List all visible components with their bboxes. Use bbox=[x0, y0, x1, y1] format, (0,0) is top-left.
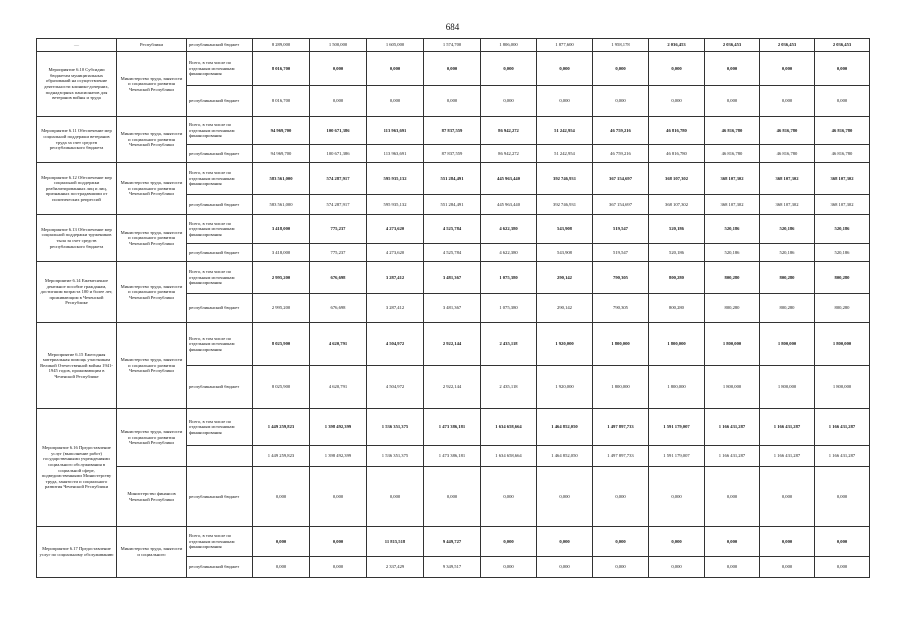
value-cell: 0,000 bbox=[424, 467, 481, 527]
value-cell: 800,280 bbox=[760, 262, 815, 294]
value-cell: 4 504,972 bbox=[367, 323, 424, 366]
value-cell: 4 273,620 bbox=[367, 244, 424, 262]
responsible-cell-secondary: Министерство финансов Чеченской Республики bbox=[117, 467, 187, 527]
table-row bbox=[37, 117, 870, 145]
value-cell: 2 922,144 bbox=[424, 323, 481, 366]
value-cell: 46 816,780 bbox=[815, 145, 870, 163]
value-cell: 0,000 bbox=[537, 86, 593, 117]
value-cell: 0,000 bbox=[481, 527, 537, 557]
value-cell: 1 634 658,664 bbox=[481, 409, 537, 446]
value-cell: 46 759,216 bbox=[593, 117, 649, 145]
value-cell: 0,000 bbox=[593, 86, 649, 117]
value-cell: 46 816,780 bbox=[705, 117, 760, 145]
value-cell: 2 036,453 bbox=[705, 39, 760, 52]
value-cell: 1 166 431,287 bbox=[815, 446, 870, 467]
value-cell: 0,000 bbox=[310, 557, 367, 578]
value-cell: 0,000 bbox=[481, 86, 537, 117]
value-cell: 1 800,000 bbox=[760, 323, 815, 366]
value-cell: 1 166 431,287 bbox=[705, 409, 760, 446]
value-cell: 1 075,380 bbox=[481, 294, 537, 323]
value-cell: 595 935,132 bbox=[367, 195, 424, 215]
value-cell: 8 016,700 bbox=[253, 52, 310, 86]
value-cell: 0,000 bbox=[367, 52, 424, 86]
value-cell: 4 622,380 bbox=[481, 244, 537, 262]
value-cell: 0,000 bbox=[593, 52, 649, 86]
value-cell: 51 242,954 bbox=[537, 117, 593, 145]
value-cell: 800,280 bbox=[705, 262, 760, 294]
activity-cell: Мероприятие 6.11 Обеспечение мер социальной поддержки ветеранов труда за счет средств республиканского бюджета bbox=[37, 117, 117, 163]
activity-cell: Мероприятие 6.15 Ежегодная материальная помощь участникам Великой Отечественной войны 1941-1945 годов, проживающим в Чеченской Республике bbox=[37, 323, 117, 409]
value-cell: 1 605,000 bbox=[367, 39, 424, 52]
funding-source-cell: Всего, в том числе по отдельным источникам финансирования bbox=[187, 262, 253, 294]
value-cell: 800,280 bbox=[649, 294, 705, 323]
value-cell: 583 561,000 bbox=[253, 195, 310, 215]
table-row bbox=[37, 323, 870, 366]
value-cell: 8 016,700 bbox=[253, 86, 310, 117]
value-cell: 1 464 852,050 bbox=[537, 446, 593, 467]
value-cell: 0,000 bbox=[760, 52, 815, 86]
value-cell: 520,186 bbox=[760, 215, 815, 244]
value-cell: 392 746,931 bbox=[537, 195, 593, 215]
value-cell: 0,000 bbox=[537, 527, 593, 557]
value-cell: 0,000 bbox=[253, 467, 310, 527]
value-cell: 595 935,132 bbox=[367, 163, 424, 195]
activity-cell: Мероприятие 6.13 Обеспечение мер социальной поддержки тружеников тыла за счет средств республиканского бюджета bbox=[37, 215, 117, 262]
value-cell: 4 525,784 bbox=[424, 244, 481, 262]
value-cell: 3 418,000 bbox=[253, 244, 310, 262]
value-cell: 4 273,620 bbox=[367, 215, 424, 244]
value-cell: 520,186 bbox=[815, 244, 870, 262]
value-cell: 800,280 bbox=[760, 294, 815, 323]
value-cell: 574 287,917 bbox=[310, 163, 367, 195]
funding-source-cell bbox=[187, 446, 253, 467]
value-cell: 1 800,000 bbox=[760, 366, 815, 409]
value-cell: 551 284,491 bbox=[424, 163, 481, 195]
value-cell: 11 815,518 bbox=[367, 527, 424, 557]
value-cell: 519,547 bbox=[593, 244, 649, 262]
value-cell: 3 481,367 bbox=[424, 262, 481, 294]
value-cell: 1 800,000 bbox=[593, 366, 649, 409]
funding-source-cell: Всего, в том числе по отдельным источникам финансирования bbox=[187, 117, 253, 145]
value-cell: 1 075,380 bbox=[481, 262, 537, 294]
value-cell: 4 620,791 bbox=[310, 323, 367, 366]
value-cell: 0,000 bbox=[593, 467, 649, 527]
funding-source-cell: республиканский бюджет bbox=[187, 366, 253, 409]
table-row bbox=[37, 527, 870, 557]
value-cell: 1 464 852,050 bbox=[537, 409, 593, 446]
value-cell: 0,000 bbox=[310, 527, 367, 557]
value-cell: 51 242,954 bbox=[537, 145, 593, 163]
funding-source-cell: республиканский бюджет bbox=[187, 467, 253, 527]
value-cell: 0,000 bbox=[705, 86, 760, 117]
value-cell: 46 816,780 bbox=[760, 145, 815, 163]
value-cell: 0,000 bbox=[760, 557, 815, 578]
value-cell: 368 107,302 bbox=[760, 195, 815, 215]
value-cell: 1 591 179,007 bbox=[649, 409, 705, 446]
value-cell: 9 349,517 bbox=[424, 557, 481, 578]
value-cell: 1 398 492,399 bbox=[310, 446, 367, 467]
value-cell: 1 500,000 bbox=[310, 39, 367, 52]
value-cell: 0,000 bbox=[705, 52, 760, 86]
value-cell: 8 025,900 bbox=[253, 366, 310, 409]
funding-source-cell: республиканский бюджет bbox=[187, 244, 253, 262]
table-row bbox=[37, 215, 870, 244]
value-cell: 2 036,453 bbox=[760, 39, 815, 52]
value-cell: 113 963,691 bbox=[367, 145, 424, 163]
value-cell: 676,698 bbox=[310, 294, 367, 323]
value-cell: 2 435,118 bbox=[481, 323, 537, 366]
value-cell: 1 166 431,287 bbox=[705, 446, 760, 467]
activity-cell: Мероприятие 6.10 Субсидии бюджетам муниципальных образований на осуществление деятельности клинико-дочерних, поднадзорных пансионатов для ветеранов войны и труда bbox=[37, 52, 117, 117]
value-cell: 0,000 bbox=[367, 467, 424, 527]
value-cell: 368 107,302 bbox=[815, 195, 870, 215]
value-cell: 367 154,697 bbox=[593, 195, 649, 215]
value-cell: 0,000 bbox=[815, 467, 870, 527]
value-cell: 445 963,440 bbox=[481, 195, 537, 215]
value-cell: 367 154,697 bbox=[593, 163, 649, 195]
funding-source-cell: Всего, в том числе по отдельным источникам финансирования bbox=[187, 52, 253, 86]
value-cell: 676,698 bbox=[310, 262, 367, 294]
value-cell: 574 287,917 bbox=[310, 195, 367, 215]
value-cell: 368 107,302 bbox=[815, 163, 870, 195]
value-cell: 0,000 bbox=[537, 467, 593, 527]
value-cell: 1 800,000 bbox=[593, 323, 649, 366]
value-cell: 0,000 bbox=[760, 86, 815, 117]
value-cell: 1 800,000 bbox=[815, 323, 870, 366]
value-cell: 1 166 431,287 bbox=[760, 409, 815, 446]
value-cell: 94 969,700 bbox=[253, 117, 310, 145]
value-cell: 0,000 bbox=[424, 86, 481, 117]
value-cell: 3 481,367 bbox=[424, 294, 481, 323]
value-cell: 368 107,302 bbox=[705, 195, 760, 215]
funding-source-cell: Всего, в том числе по отдельным источникам финансирования bbox=[187, 527, 253, 557]
value-cell: 2 995,200 bbox=[253, 262, 310, 294]
budget-table bbox=[36, 38, 870, 578]
value-cell: 0,000 bbox=[481, 557, 537, 578]
value-cell: 1 166 431,287 bbox=[815, 409, 870, 446]
value-cell: 87 837,559 bbox=[424, 145, 481, 163]
value-cell: 0,000 bbox=[310, 52, 367, 86]
value-cell: 0,000 bbox=[705, 557, 760, 578]
value-cell: 1 800,000 bbox=[705, 366, 760, 409]
value-cell: 9 449,727 bbox=[424, 527, 481, 557]
value-cell: 86 942,272 bbox=[481, 117, 537, 145]
funding-source-cell: Всего, в том числе по отдельным источникам финансирования bbox=[187, 323, 253, 366]
value-cell: 94 969,700 bbox=[253, 145, 310, 163]
value-cell: 290,142 bbox=[537, 262, 593, 294]
value-cell: 543,908 bbox=[537, 244, 593, 262]
value-cell: 86 942,272 bbox=[481, 145, 537, 163]
value-cell: 368 107,302 bbox=[649, 163, 705, 195]
value-cell: 0,000 bbox=[537, 52, 593, 86]
value-cell: 46 816,780 bbox=[649, 145, 705, 163]
responsible-cell: Министерство труда, занятости и социального развития Чеченской Республики bbox=[117, 409, 187, 467]
funding-source-cell: республиканский бюджет bbox=[187, 86, 253, 117]
value-cell: 1 536 351,375 bbox=[367, 446, 424, 467]
value-cell: 2 036,453 bbox=[649, 39, 705, 52]
value-cell: 0,000 bbox=[705, 467, 760, 527]
value-cell: 100 671,386 bbox=[310, 117, 367, 145]
value-cell: 543,908 bbox=[537, 215, 593, 244]
value-cell: 290,142 bbox=[537, 294, 593, 323]
value-cell: 0,000 bbox=[253, 527, 310, 557]
value-cell: 1 574,700 bbox=[424, 39, 481, 52]
value-cell: 1 591 179,007 bbox=[649, 446, 705, 467]
table-body bbox=[37, 39, 870, 578]
value-cell: 790,305 bbox=[593, 262, 649, 294]
value-cell: 0,000 bbox=[649, 557, 705, 578]
responsible-cell: Министерство труда, занятости и социального развития Чеченской Республики bbox=[117, 323, 187, 409]
value-cell: 790,305 bbox=[593, 294, 649, 323]
value-cell: 1 800,000 bbox=[649, 366, 705, 409]
funding-source-cell: республиканский бюджет bbox=[187, 557, 253, 578]
value-cell: 0,000 bbox=[593, 557, 649, 578]
value-cell: 1 800,000 bbox=[705, 323, 760, 366]
value-cell: 1 473 386,181 bbox=[424, 409, 481, 446]
value-cell: 551 284,491 bbox=[424, 195, 481, 215]
responsible-cell: Министерство труда, занятости и социального развития Чеченской Республики bbox=[117, 163, 187, 215]
value-cell: 2 995,200 bbox=[253, 294, 310, 323]
value-cell: 2 435,118 bbox=[481, 366, 537, 409]
responsible-cell: Министерство труда, занятости и социального развития Чеченской Республики bbox=[117, 52, 187, 117]
value-cell: 4 622,380 bbox=[481, 215, 537, 244]
value-cell: 3 287,412 bbox=[367, 294, 424, 323]
value-cell: 87 837,559 bbox=[424, 117, 481, 145]
value-cell: 520,186 bbox=[815, 215, 870, 244]
value-cell: 1 877,600 bbox=[537, 39, 593, 52]
value-cell: 1 449 259,823 bbox=[253, 446, 310, 467]
value-cell: 368 107,302 bbox=[649, 195, 705, 215]
value-cell: 2 036,453 bbox=[815, 39, 870, 52]
responsible-cell: Министерство труда, занятости и социального развития Чеченской Республики bbox=[117, 215, 187, 262]
value-cell: 392 746,931 bbox=[537, 163, 593, 195]
value-cell: 1 958,178 bbox=[593, 39, 649, 52]
value-cell: 800,280 bbox=[649, 262, 705, 294]
responsible-cell: Республики bbox=[117, 39, 187, 52]
activity-cell: Мероприятие 6.16 Предоставление услуг (выполнение работ) государственными учреждениями социального обслуживания в социальной сфере, подведомственными Министерству труда, занятости и социального развития Чеченской Республики bbox=[37, 409, 117, 527]
value-cell: 775,237 bbox=[310, 244, 367, 262]
value-cell: 4 525,784 bbox=[424, 215, 481, 244]
activity-cell: Мероприятие 6.14 Ежемесячное денежное пособие гражданам, достигшим возраста 100 и более лет, проживающим в Чеченской Республике bbox=[37, 262, 117, 323]
value-cell: 520,186 bbox=[705, 215, 760, 244]
value-cell: 113 963,691 bbox=[367, 117, 424, 145]
value-cell: 1 536 351,375 bbox=[367, 409, 424, 446]
funding-source-cell: республиканский бюджет bbox=[187, 195, 253, 215]
value-cell: 520,186 bbox=[705, 244, 760, 262]
value-cell: 1 634 658,664 bbox=[481, 446, 537, 467]
responsible-cell: Министерство труда, занятости и социального развития Чеченской Республики bbox=[117, 262, 187, 323]
responsible-cell: Министерство труда, занятости и социального развития Чеченской Республики bbox=[117, 117, 187, 163]
value-cell: 0,000 bbox=[481, 467, 537, 527]
value-cell: 46 759,216 bbox=[593, 145, 649, 163]
value-cell: 1 449 259,823 bbox=[253, 409, 310, 446]
value-cell: 4 620,791 bbox=[310, 366, 367, 409]
value-cell: 1 473 386,181 bbox=[424, 446, 481, 467]
value-cell: 583 561,000 bbox=[253, 163, 310, 195]
value-cell: 368 107,302 bbox=[760, 163, 815, 195]
funding-source-cell: республиканский бюджет bbox=[187, 39, 253, 52]
value-cell: 0,000 bbox=[815, 52, 870, 86]
value-cell: 800,280 bbox=[815, 262, 870, 294]
value-cell: 520,186 bbox=[649, 244, 705, 262]
value-cell: 46 816,780 bbox=[649, 117, 705, 145]
table-row bbox=[37, 163, 870, 195]
value-cell: 1 800,000 bbox=[815, 366, 870, 409]
value-cell: 8 289,000 bbox=[253, 39, 310, 52]
value-cell: 368 107,302 bbox=[705, 163, 760, 195]
value-cell: 100 671,386 bbox=[310, 145, 367, 163]
value-cell: 0,000 bbox=[760, 527, 815, 557]
value-cell: 775,237 bbox=[310, 215, 367, 244]
value-cell: 0,000 bbox=[649, 52, 705, 86]
value-cell: 1 398 492,399 bbox=[310, 409, 367, 446]
value-cell: 800,280 bbox=[815, 294, 870, 323]
activity-cell: ..... bbox=[37, 39, 117, 52]
value-cell: 3 418,000 bbox=[253, 215, 310, 244]
value-cell: 0,000 bbox=[481, 52, 537, 86]
table-row bbox=[37, 467, 870, 527]
value-cell: 0,000 bbox=[760, 467, 815, 527]
activity-cell: Мероприятие 6.12 Обеспечение мер социальной поддержки реабилитированных лиц и лиц, признанных пострадавшими от политических репрессий bbox=[37, 163, 117, 215]
funding-source-cell: республиканский бюджет bbox=[187, 294, 253, 323]
value-cell: 46 816,780 bbox=[705, 145, 760, 163]
table-row bbox=[37, 409, 870, 446]
value-cell: 2 922,144 bbox=[424, 366, 481, 409]
value-cell: 0,000 bbox=[649, 467, 705, 527]
value-cell: 3 287,412 bbox=[367, 262, 424, 294]
value-cell: 0,000 bbox=[310, 86, 367, 117]
value-cell: 0,000 bbox=[593, 527, 649, 557]
responsible-cell: Министерство труда, занятости и социального bbox=[117, 527, 187, 578]
value-cell: 0,000 bbox=[367, 86, 424, 117]
funding-source-cell: Всего, в том числе по отдельным источникам финансирования bbox=[187, 409, 253, 446]
table-row bbox=[37, 262, 870, 294]
value-cell: 1 497 897,733 bbox=[593, 409, 649, 446]
value-cell: 0,000 bbox=[424, 52, 481, 86]
value-cell: 0,000 bbox=[649, 86, 705, 117]
value-cell: 8 025,900 bbox=[253, 323, 310, 366]
page-number: 684 bbox=[445, 22, 460, 32]
funding-source-cell: Всего, в том числе по отдельным источникам финансирования bbox=[187, 215, 253, 244]
value-cell: 0,000 bbox=[705, 527, 760, 557]
value-cell: 0,000 bbox=[253, 557, 310, 578]
value-cell: 0,000 bbox=[815, 557, 870, 578]
value-cell: 1 806,000 bbox=[481, 39, 537, 52]
value-cell: 800,280 bbox=[705, 294, 760, 323]
value-cell: 1 920,000 bbox=[537, 366, 593, 409]
value-cell: 1 800,000 bbox=[649, 323, 705, 366]
value-cell: 0,000 bbox=[815, 86, 870, 117]
value-cell: 0,000 bbox=[815, 527, 870, 557]
value-cell: 520,186 bbox=[649, 215, 705, 244]
table-row bbox=[37, 39, 870, 52]
funding-source-cell: Всего, в том числе по отдельным источникам финансирования bbox=[187, 163, 253, 195]
value-cell: 2 337,429 bbox=[367, 557, 424, 578]
activity-cell: Мероприятие 6.17 Предоставление услуг по социальному обслуживанию bbox=[37, 527, 117, 578]
funding-source-cell: республиканский бюджет bbox=[187, 145, 253, 163]
value-cell: 519,547 bbox=[593, 215, 649, 244]
value-cell: 1 497 897,733 bbox=[593, 446, 649, 467]
value-cell: 445 963,440 bbox=[481, 163, 537, 195]
table-row bbox=[37, 52, 870, 86]
value-cell: 46 816,780 bbox=[815, 117, 870, 145]
value-cell: 520,186 bbox=[760, 244, 815, 262]
value-cell: 0,000 bbox=[537, 557, 593, 578]
value-cell: 1 166 431,287 bbox=[760, 446, 815, 467]
value-cell: 0,000 bbox=[310, 467, 367, 527]
value-cell: 1 920,000 bbox=[537, 323, 593, 366]
value-cell: 4 504,972 bbox=[367, 366, 424, 409]
value-cell: 0,000 bbox=[649, 527, 705, 557]
value-cell: 46 816,780 bbox=[760, 117, 815, 145]
